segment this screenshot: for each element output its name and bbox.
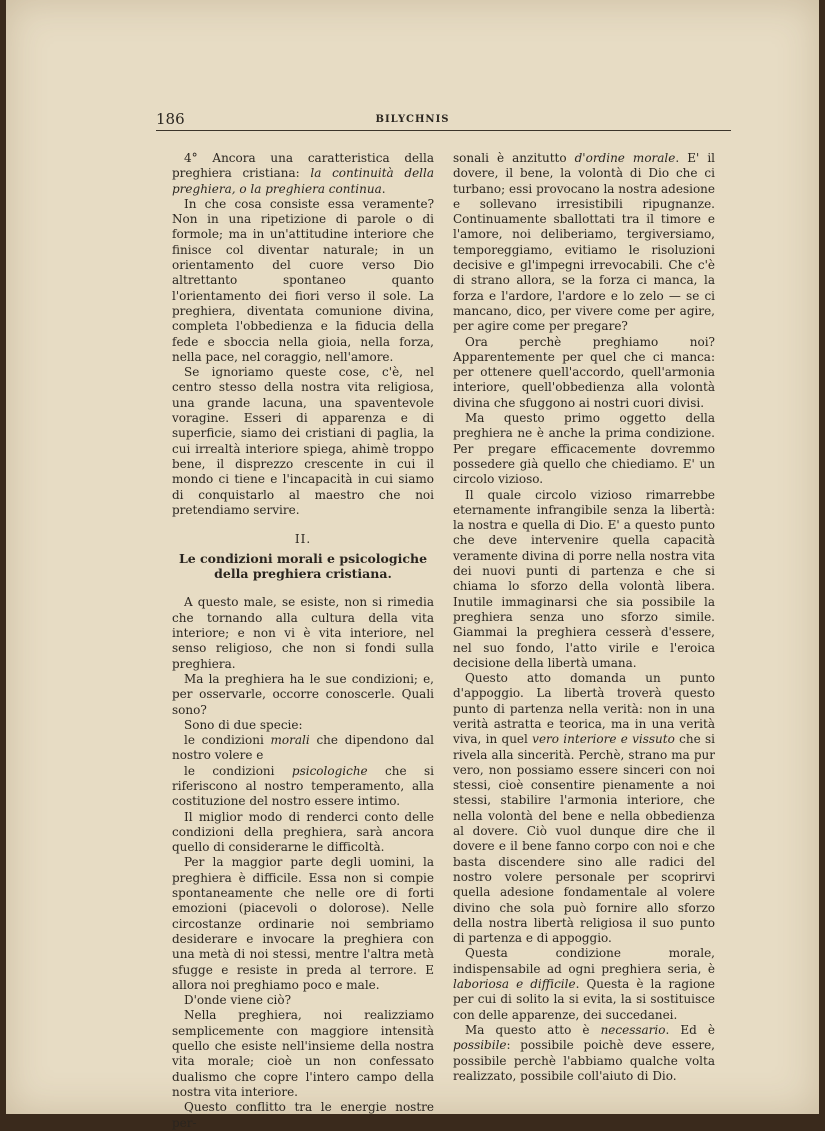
italic-text: possibile [453,1038,507,1053]
paragraph [172,993,434,1008]
italic-text: morali [270,733,310,748]
paragraph [172,733,434,764]
paragraph [172,1008,434,1100]
text-run: Il miglior modo di renderci conto delle condizioni della preghiera, sarà ancora quello di considerarne le difficoltà. [172,809,434,855]
text-run: Per la maggior parte degli uomini, la preghiera è difficile. Essa non si compie spontaneamente che nelle ore di forti emozioni (piacevoli o dolorose). Nelle circostanze ordinarie noi sembriamo desiderare e invocare la preghiera con una metà di noi stessi, mentre l'altra metà sfugge e resiste in preda al terrore. E allora noi preghiamo poco e male. [172,855,434,992]
text-run: Nella preghiera, noi realizziamo semplicemente con maggiore intensità quello che esiste nell'insieme della nostra vita morale; cioè un non confessato dualismo che copre l'intero campo della nostra vita interiore. [172,1008,434,1099]
text-run: Il quale circolo vizioso rimarrebbe eternamente infrangibile senza la libertà: la nostra e quella di Dio. E' a questo punto che deve intervenire quella capacità veramente divina di porre nella nostra vita dei nuovi punti di partenza e che si chiama lo sforzo della volontà libera. Inutile immaginarsi che sia possibile la preghiera senza uno sforzo simile. Giammai la preghiera cesserà d'essere, nel suo fondo, l'atto virile e l'eroica decisione della libertà umana. [453,487,715,670]
text-run: : possibile poichè deve essere, possibile perchè l'abbiamo qualche volta realizzato, possibile coll'aiuto di Dio. [453,1038,715,1083]
book-page [6,0,819,1130]
paragraph [172,365,434,518]
paragraph [172,1100,434,1131]
text-run: 4° Ancora una caratteristica della preghiera cristiana: [172,151,434,181]
text-run: . [381,181,386,196]
paragraph [172,595,434,671]
italic-text: d'ordine morale [574,151,676,165]
text-run: Questo atto domanda un punto d'appoggio. La libertà troverà questo punto di partenza nella verità: non in una verità astratta e teorica, ma in una verità viva, in quel [453,671,715,747]
text-run: Se ignoriamo queste cose, c'è, nel centro stesso della nostra vita religiosa, una grande lacuna, una spaventevole voragine. Esseri di apparenza e di superficie, siamo dei cristiani di paglia, la cui irrealtà interiore spiega, ahimè troppo bene, il disprezzo crescente in cui il mondo ci tiene e l'incapacità in cui siamo di conquistarlo al maestro che noi pretendiamo servire. [172,365,434,517]
italic-text: vero interiore e vissuto [532,732,675,747]
paragraph [453,946,715,1022]
text-run: che si riferiscono al nostro temperamento, alla costituzione del nostro essere intimo. [172,763,434,809]
text-run: le condizioni [184,763,292,778]
text-run: che si rivela alla sincerità. Perchè, strano ma pur vero, non possiamo essere sinceri con noi stessi, cioè consentire pienamente a noi stessi, stabilire l'armonia interiore, che nella volontà del bene e nella obbedienza al dovere. Ciò vuol dunque dire che il dovere e il bene fanno corpo con noi e che basta discendere sino alle radici del nostro volere personale per scoprirvi quella adesione fondamentale al volere divino che sola può fornire allo sforzo della nostra libertà religiosa il suo punto di partenza e di appoggio. [453,732,715,946]
text-run: . Questa è la ragione per cui di solito la si evita, la si sostituisce con delle apparenze, dei succedanei. [453,977,715,1022]
section-number: II. [294,532,312,547]
italic-text: necessario [600,1022,666,1037]
text-run: Ora perchè preghiamo noi? Apparentemente per quel che ci manca: per ottenere quell'accordo, quell'armonia interiore, quell'obbedienza alla volontà divina che sfuggono ai nostri cuori divisi. [453,334,715,410]
paragraph [453,488,715,672]
paragraph [172,764,434,810]
paragraph [453,335,715,411]
text-run: sonali è anzitutto [453,151,575,165]
right-column [453,151,715,1084]
text-run: . Ed è [665,1022,715,1037]
italic-text: psicologiche [291,763,368,778]
paragraph [172,197,434,365]
page-number: 186 [156,110,185,128]
text-run: Questa condizione morale, indispensabile ad ogni preghiera seria, è [453,946,715,976]
paragraph [172,810,434,856]
section-title: Le condizioni morali e psicologiche della preghiera cristiana. [178,551,428,582]
paragraph [172,672,434,718]
text-run: Sono di due specie: [184,717,303,732]
text-run: Ma questo atto è [465,1022,601,1037]
italic-text: la continuità della preghiera, o la preghiera continua [172,166,434,196]
running-title: BILYCHNIS [375,114,450,125]
text-run: D'onde viene ciò? [184,993,292,1008]
text-run: le condizioni [184,733,271,748]
text-run: che dipendono dal nostro volere e [172,733,435,763]
paragraph [453,1023,715,1084]
paragraph [453,151,715,335]
text-run: Questo conflitto tra le energie nostre per- [172,1100,434,1130]
paragraph [453,671,715,946]
text-run: Ma questo primo oggetto della preghiera ne è anche la prima condizione. Per pregare efficacemente dovremmo possedere già quello che chiediamo. E' un circolo vizioso. [453,411,715,487]
text-run: In che cosa consiste essa veramente? Non in una ripetizione di parole o di formole; ma in un'attitudine interiore che finisce col diventar naturale; in un orientamento del cuore verso Dio altrettanto spontaneo quanto l'orientamento dei fiori verso il sole. La preghiera, diventata comunione divina, completa l'obbedienza e la fiducia della fede e sboccia nella gioia, nella forza, nella pace, nel coraggio, nell'amore. [172,196,434,364]
text-run: A questo male, se esiste, non si rimedia che tornando alla cultura della vita interiore; e non vi è vita interiore, nel senso religioso, che non si fondi sulla preghiera. [172,595,434,671]
header-rule [156,130,731,131]
paragraph [172,855,434,993]
paragraph [172,718,434,733]
left-column [172,151,434,1131]
italic-text: laboriosa e difficile [453,977,576,992]
text-run: Ma la preghiera ha le sue condizioni; e, per osservarle, occorre conoscerle. Quali sono? [172,671,434,717]
paragraph [453,411,715,487]
paragraph [172,151,434,197]
text-run: . E' il dovere, il bene, la volontà di Dio che ci turbano; essi provocano la nostra adesione e sollevano irresistibili ripugnanze. Continuamente sballottati tra il timore e l'amore, noi deliberiamo, tergiversiamo, temporeggiamo, evitiamo le risoluzioni decisive e gl'impegni irrevocabili. Che c'è di strano allora, se la forza ci manca, la forza e l'ardore, l'ardore e lo zelo — se ci mancano, dico, per vivere come per agire, per agire come per pregare? [453,151,715,334]
